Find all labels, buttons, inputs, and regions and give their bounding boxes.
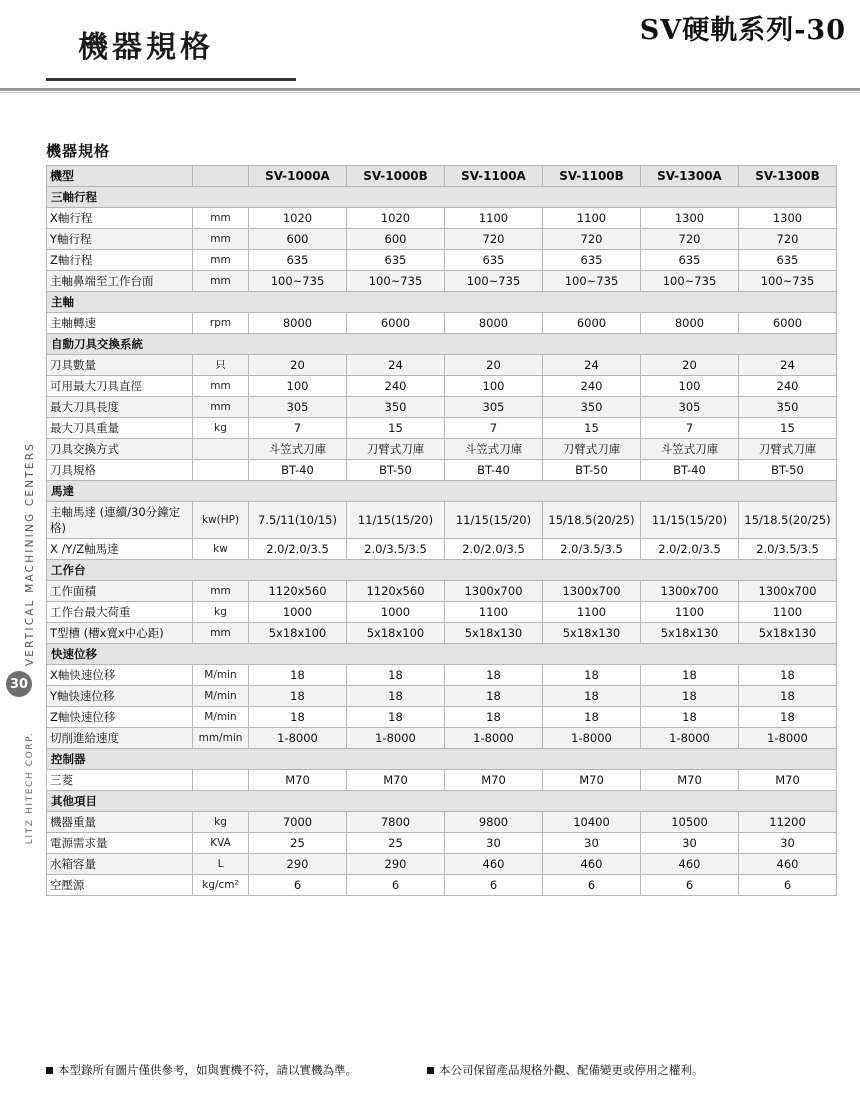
row-label: 最大刀具長度 xyxy=(47,397,193,418)
row-value: 18 xyxy=(249,665,347,686)
row-value: M70 xyxy=(543,770,641,791)
row-value: 20 xyxy=(641,355,739,376)
row-value: 18 xyxy=(445,665,543,686)
table-row xyxy=(47,418,837,439)
row-value: 100~735 xyxy=(641,271,739,292)
row-value: 1-8000 xyxy=(347,728,445,749)
row-value: 18 xyxy=(445,686,543,707)
row-value: 7800 xyxy=(347,812,445,833)
row-value: 100~735 xyxy=(543,271,641,292)
row-label: Y軸快速位移 xyxy=(47,686,193,707)
row-unit: M/min xyxy=(193,707,249,728)
row-value: 1300 xyxy=(641,208,739,229)
row-value: 1-8000 xyxy=(543,728,641,749)
row-value: 25 xyxy=(249,833,347,854)
row-unit xyxy=(193,460,249,481)
row-value: 20 xyxy=(445,355,543,376)
series-title: SV硬軌系列-30 xyxy=(639,15,846,46)
row-value: 斗笠式刀庫 xyxy=(249,439,347,460)
row-value: 30 xyxy=(445,833,543,854)
table-row xyxy=(47,707,837,728)
row-value: 1300x700 xyxy=(445,581,543,602)
row-value: 6000 xyxy=(739,313,837,334)
section-label: 其他項目 xyxy=(47,791,837,812)
row-value: 290 xyxy=(249,854,347,875)
row-label: 主軸鼻端至工作台面 xyxy=(47,271,193,292)
table-section-row xyxy=(47,334,837,355)
row-value: 24 xyxy=(543,355,641,376)
page-header xyxy=(0,0,860,90)
table-row xyxy=(47,770,837,791)
row-value: 18 xyxy=(641,665,739,686)
bullet-square-icon xyxy=(46,1067,53,1074)
row-value: 5x18x130 xyxy=(543,623,641,644)
page-footer xyxy=(46,1062,836,1078)
row-label: 工作面積 xyxy=(47,581,193,602)
table-row xyxy=(47,665,837,686)
row-unit: kg xyxy=(193,812,249,833)
table-row xyxy=(47,602,837,623)
row-value: 6000 xyxy=(347,313,445,334)
table-section-row xyxy=(47,644,837,665)
row-value: 6 xyxy=(347,875,445,896)
row-value: 8000 xyxy=(641,313,739,334)
spec-table-section xyxy=(46,140,836,896)
row-unit: kw(HP) xyxy=(193,502,249,539)
row-value: 18 xyxy=(347,686,445,707)
row-value: 18 xyxy=(641,707,739,728)
row-value: 11200 xyxy=(739,812,837,833)
header-divider-secondary xyxy=(0,92,860,93)
table-section-row xyxy=(47,187,837,208)
row-label: 主軸馬達 (連續/30分鐘定格) xyxy=(47,502,193,539)
row-value: 305 xyxy=(249,397,347,418)
row-value: 1100 xyxy=(445,602,543,623)
row-label: 刀具規格 xyxy=(47,460,193,481)
row-unit: kg xyxy=(193,602,249,623)
row-value: 18 xyxy=(739,686,837,707)
row-value: 斗笠式刀庫 xyxy=(641,439,739,460)
row-value: 刀臂式刀庫 xyxy=(347,439,445,460)
row-value: 1300x700 xyxy=(739,581,837,602)
footer-note-1-text: 本型錄所有圖片僅供參考，如與實機不符，請以實機為準。 xyxy=(58,1063,357,1077)
row-value: 720 xyxy=(445,229,543,250)
table-row xyxy=(47,355,837,376)
header-cell-model-1: SV-1000A xyxy=(249,166,347,187)
spec-table-caption: 機器規格 xyxy=(46,142,111,160)
left-sidebar xyxy=(0,93,34,1110)
row-value: BT-50 xyxy=(347,460,445,481)
footer-note-2-text: 本公司保留產品規格外觀、配備變更或停用之權利。 xyxy=(439,1063,704,1077)
row-unit xyxy=(193,770,249,791)
row-value: 1-8000 xyxy=(641,728,739,749)
sidebar-vertical-label: VERTICAL MACHINING CENTERS xyxy=(24,441,36,667)
row-value: 11/15(15/20) xyxy=(445,502,543,539)
bullet-square-icon xyxy=(427,1067,434,1074)
table-row xyxy=(47,376,837,397)
row-value: 1300 xyxy=(739,208,837,229)
row-value: 18 xyxy=(543,707,641,728)
row-value: 6 xyxy=(739,875,837,896)
page-title: 機器規格 xyxy=(78,30,214,65)
title-underline xyxy=(46,78,296,81)
row-value: BT-50 xyxy=(739,460,837,481)
row-value: 11/15(15/20) xyxy=(347,502,445,539)
row-label: 機器重量 xyxy=(47,812,193,833)
row-value: 18 xyxy=(543,686,641,707)
table-section-row xyxy=(47,292,837,313)
row-value: 30 xyxy=(641,833,739,854)
header-cell-unit xyxy=(193,166,249,187)
row-value: 100~735 xyxy=(249,271,347,292)
row-value: 7.5/11(10/15) xyxy=(249,502,347,539)
row-value: 24 xyxy=(739,355,837,376)
table-row xyxy=(47,686,837,707)
row-value: 15/18.5(20/25) xyxy=(739,502,837,539)
table-row xyxy=(47,539,837,560)
row-value: 7 xyxy=(445,418,543,439)
row-value: 18 xyxy=(543,665,641,686)
header-cell-model-5: SV-1300A xyxy=(641,166,739,187)
row-value: M70 xyxy=(347,770,445,791)
table-row xyxy=(47,812,837,833)
row-value: 30 xyxy=(739,833,837,854)
table-row xyxy=(47,250,837,271)
section-label: 自動刀具交換系統 xyxy=(47,334,837,355)
row-unit: M/min xyxy=(193,686,249,707)
row-value: 100~735 xyxy=(347,271,445,292)
row-value: 6 xyxy=(543,875,641,896)
row-value: 1-8000 xyxy=(249,728,347,749)
row-label: Z軸行程 xyxy=(47,250,193,271)
table-row xyxy=(47,623,837,644)
row-value: 15 xyxy=(739,418,837,439)
table-row xyxy=(47,229,837,250)
row-unit: mm xyxy=(193,623,249,644)
row-value: 1120x560 xyxy=(347,581,445,602)
row-value: 240 xyxy=(739,376,837,397)
row-value: 1-8000 xyxy=(445,728,543,749)
sidebar-company-label: LITZ HITECH CORP. xyxy=(25,731,35,845)
row-value: 15 xyxy=(347,418,445,439)
table-row xyxy=(47,875,837,896)
row-unit: mm xyxy=(193,250,249,271)
row-value: 1300x700 xyxy=(543,581,641,602)
row-unit: mm xyxy=(193,397,249,418)
row-value: 720 xyxy=(543,229,641,250)
row-value: 1100 xyxy=(543,208,641,229)
row-value: M70 xyxy=(249,770,347,791)
row-value: 100 xyxy=(445,376,543,397)
row-label: 工作台最大荷重 xyxy=(47,602,193,623)
row-unit: mm xyxy=(193,581,249,602)
row-value: 1-8000 xyxy=(739,728,837,749)
section-label: 馬達 xyxy=(47,481,837,502)
table-row xyxy=(47,581,837,602)
specifications-table xyxy=(46,165,837,896)
row-unit: kg xyxy=(193,418,249,439)
row-value: 600 xyxy=(249,229,347,250)
header-cell-model-4: SV-1100B xyxy=(543,166,641,187)
row-value: 15 xyxy=(543,418,641,439)
table-row xyxy=(47,439,837,460)
row-label: 空壓源 xyxy=(47,875,193,896)
row-value: 1100 xyxy=(543,602,641,623)
row-value: 刀臂式刀庫 xyxy=(739,439,837,460)
row-unit: mm xyxy=(193,229,249,250)
row-value: 460 xyxy=(641,854,739,875)
row-value: 460 xyxy=(543,854,641,875)
table-section-row xyxy=(47,560,837,581)
row-value: 635 xyxy=(347,250,445,271)
row-value: 6 xyxy=(249,875,347,896)
row-value: 720 xyxy=(739,229,837,250)
row-value: 18 xyxy=(641,686,739,707)
row-value: 350 xyxy=(347,397,445,418)
row-value: 635 xyxy=(249,250,347,271)
table-row xyxy=(47,208,837,229)
row-label: 主軸轉速 xyxy=(47,313,193,334)
table-row xyxy=(47,854,837,875)
row-value: 7000 xyxy=(249,812,347,833)
row-label: 電源需求量 xyxy=(47,833,193,854)
row-value: 1000 xyxy=(249,602,347,623)
row-value: M70 xyxy=(445,770,543,791)
row-label: 水箱容量 xyxy=(47,854,193,875)
row-unit: M/min xyxy=(193,665,249,686)
row-value: 18 xyxy=(739,707,837,728)
row-value: 6 xyxy=(641,875,739,896)
row-value: 10500 xyxy=(641,812,739,833)
row-value: 100 xyxy=(249,376,347,397)
row-value: 18 xyxy=(445,707,543,728)
row-label: Z軸快速位移 xyxy=(47,707,193,728)
row-label: 刀具交換方式 xyxy=(47,439,193,460)
row-unit: rpm xyxy=(193,313,249,334)
row-value: 刀臂式刀庫 xyxy=(543,439,641,460)
row-value: 18 xyxy=(347,665,445,686)
row-value: 305 xyxy=(445,397,543,418)
row-value: 305 xyxy=(641,397,739,418)
row-value: M70 xyxy=(641,770,739,791)
section-label: 工作台 xyxy=(47,560,837,581)
row-value: 350 xyxy=(543,397,641,418)
row-value: 18 xyxy=(249,686,347,707)
row-value: 635 xyxy=(739,250,837,271)
row-unit: mm xyxy=(193,271,249,292)
header-cell-model-6: SV-1300B xyxy=(739,166,837,187)
row-unit: kw xyxy=(193,539,249,560)
row-label: X軸快速位移 xyxy=(47,665,193,686)
section-label: 三軸行程 xyxy=(47,187,837,208)
row-value: 25 xyxy=(347,833,445,854)
row-value: 18 xyxy=(739,665,837,686)
row-value: BT-40 xyxy=(249,460,347,481)
row-value: 290 xyxy=(347,854,445,875)
table-row xyxy=(47,397,837,418)
header-cell-model-2: SV-1000B xyxy=(347,166,445,187)
table-row xyxy=(47,271,837,292)
row-value: 1300x700 xyxy=(641,581,739,602)
footer-note-1 xyxy=(46,1062,357,1078)
row-value: 635 xyxy=(445,250,543,271)
table-section-row xyxy=(47,481,837,502)
page-number-badge: 30 xyxy=(6,671,32,697)
table-row xyxy=(47,728,837,749)
row-value: 30 xyxy=(543,833,641,854)
row-value: 350 xyxy=(739,397,837,418)
row-value: 18 xyxy=(347,707,445,728)
row-value: 635 xyxy=(641,250,739,271)
row-unit: L xyxy=(193,854,249,875)
row-label: 三菱 xyxy=(47,770,193,791)
table-row xyxy=(47,502,837,539)
row-unit: 只 xyxy=(193,355,249,376)
row-value: 2.0/3.5/3.5 xyxy=(347,539,445,560)
row-unit xyxy=(193,439,249,460)
row-value: 24 xyxy=(347,355,445,376)
row-value: 1120x560 xyxy=(249,581,347,602)
row-value: 5x18x130 xyxy=(641,623,739,644)
row-value: 1100 xyxy=(641,602,739,623)
row-value: 2.0/2.0/3.5 xyxy=(445,539,543,560)
row-value: 2.0/3.5/3.5 xyxy=(543,539,641,560)
row-value: 9800 xyxy=(445,812,543,833)
table-header-row xyxy=(47,166,837,187)
row-value: 10400 xyxy=(543,812,641,833)
row-value: 6 xyxy=(445,875,543,896)
row-value: 100 xyxy=(641,376,739,397)
row-label: 最大刀具重量 xyxy=(47,418,193,439)
row-label: 刀具數量 xyxy=(47,355,193,376)
section-label: 快速位移 xyxy=(47,644,837,665)
footer-note-2 xyxy=(427,1062,704,1078)
row-value: 8000 xyxy=(249,313,347,334)
row-value: 2.0/2.0/3.5 xyxy=(249,539,347,560)
row-value: 7 xyxy=(249,418,347,439)
row-unit: KVA xyxy=(193,833,249,854)
section-label: 主軸 xyxy=(47,292,837,313)
row-value: 1100 xyxy=(739,602,837,623)
row-value: 1000 xyxy=(347,602,445,623)
row-value: 15/18.5(20/25) xyxy=(543,502,641,539)
row-value: BT-40 xyxy=(641,460,739,481)
row-value: 1020 xyxy=(347,208,445,229)
table-section-row xyxy=(47,791,837,812)
row-value: 600 xyxy=(347,229,445,250)
row-unit: kg/cm² xyxy=(193,875,249,896)
row-value: 100~735 xyxy=(739,271,837,292)
row-label: 切削進給速度 xyxy=(47,728,193,749)
row-unit: mm xyxy=(193,376,249,397)
row-value: 1020 xyxy=(249,208,347,229)
row-value: 7 xyxy=(641,418,739,439)
row-value: 5x18x100 xyxy=(249,623,347,644)
section-label: 控制器 xyxy=(47,749,837,770)
header-cell-model-3: SV-1100A xyxy=(445,166,543,187)
row-label: X軸行程 xyxy=(47,208,193,229)
table-row xyxy=(47,833,837,854)
row-value: 5x18x130 xyxy=(739,623,837,644)
row-value: 460 xyxy=(445,854,543,875)
header-divider xyxy=(0,88,860,91)
row-value: 11/15(15/20) xyxy=(641,502,739,539)
row-value: 240 xyxy=(347,376,445,397)
row-unit: mm/min xyxy=(193,728,249,749)
row-value: 5x18x130 xyxy=(445,623,543,644)
row-value: 720 xyxy=(641,229,739,250)
row-value: 18 xyxy=(249,707,347,728)
row-value: 20 xyxy=(249,355,347,376)
table-row xyxy=(47,460,837,481)
row-value: 100~735 xyxy=(445,271,543,292)
row-value: 2.0/3.5/3.5 xyxy=(739,539,837,560)
row-value: 2.0/2.0/3.5 xyxy=(641,539,739,560)
row-unit: mm xyxy=(193,208,249,229)
table-section-row xyxy=(47,749,837,770)
header-cell-model: 機型 xyxy=(47,166,193,187)
row-value: 1100 xyxy=(445,208,543,229)
row-label: Y軸行程 xyxy=(47,229,193,250)
row-value: BT-50 xyxy=(543,460,641,481)
row-value: 635 xyxy=(543,250,641,271)
row-value: 5x18x100 xyxy=(347,623,445,644)
row-label: 可用最大刀具直徑 xyxy=(47,376,193,397)
row-value: M70 xyxy=(739,770,837,791)
row-value: 240 xyxy=(543,376,641,397)
row-value: 460 xyxy=(739,854,837,875)
row-label: T型槽 (槽x寬x中心距) xyxy=(47,623,193,644)
row-value: 8000 xyxy=(445,313,543,334)
table-row xyxy=(47,313,837,334)
row-value: 6000 xyxy=(543,313,641,334)
row-value: 斗笠式刀庫 xyxy=(445,439,543,460)
row-label: X /Y/Z軸馬達 xyxy=(47,539,193,560)
row-value: BT-40 xyxy=(445,460,543,481)
